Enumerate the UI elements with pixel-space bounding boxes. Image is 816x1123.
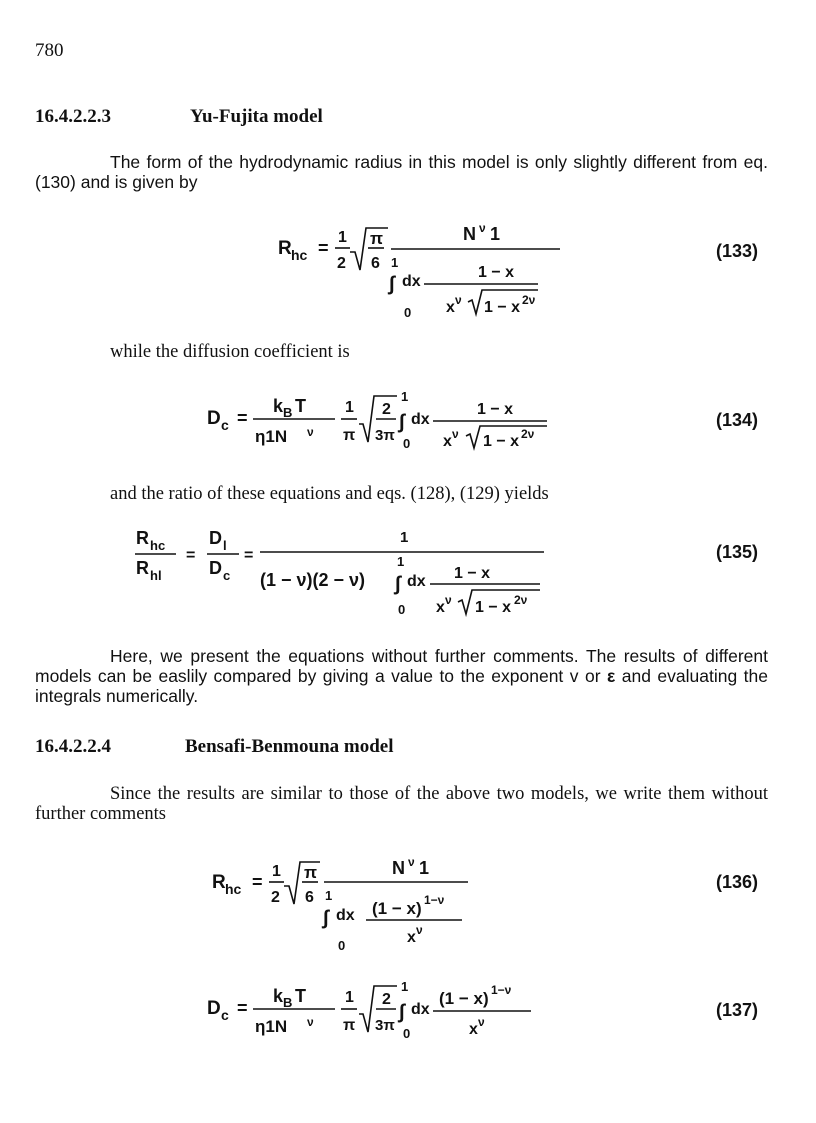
eq-symbol: 1 [345, 989, 354, 1006]
eq-symbol: 0 [398, 602, 406, 617]
eq-symbol: 1 [397, 554, 405, 569]
eq-symbol: x [443, 433, 452, 450]
eq-symbol: dx [407, 573, 426, 590]
eq-symbol: 3π [375, 1017, 395, 1034]
eq-symbol: T [295, 396, 306, 416]
eq-symbol: l [223, 538, 227, 553]
eq-symbol: dx [402, 273, 421, 290]
eq-symbol: π [304, 863, 318, 882]
eq-symbol: hl [150, 568, 162, 583]
paragraph-text: Here, we present the equations without further comments. The results of different models can be easlily compared by giving a value to the exponent v or [35, 646, 768, 686]
eq-symbol: 1 [325, 888, 333, 903]
eq-symbol: 1−ν [424, 893, 445, 907]
eq-symbol: D [209, 558, 222, 578]
eq-symbol: ν [479, 221, 486, 235]
eq-symbol: 0 [338, 938, 346, 953]
eq-symbol: = [244, 547, 254, 564]
eq-symbol: 1 − x [475, 599, 512, 616]
section-title: Yu-Fujita model [190, 106, 323, 127]
eq-symbol: dx [336, 907, 355, 924]
eq-symbol: k [273, 986, 284, 1006]
eq-symbol: c [223, 568, 231, 583]
integral-sign: ∫ [395, 573, 401, 595]
equation-number: (135) [716, 542, 759, 562]
eq-symbol: 3π [375, 427, 395, 444]
eq-symbol: dx [411, 1001, 430, 1018]
eq-symbol: ν [445, 593, 452, 607]
eq-symbol: ν [416, 923, 423, 937]
eq-symbol: 2ν [514, 593, 528, 607]
eq-symbol: = [186, 547, 196, 564]
eq-symbol: 1 − x [454, 565, 491, 582]
eq-symbol: c [221, 1007, 229, 1023]
eq-symbol: η1N [255, 427, 288, 446]
eq-symbol: x [446, 299, 455, 316]
eq-symbol: ν [307, 1015, 314, 1029]
eq-symbol: 2 [337, 255, 346, 272]
eq-symbol: D [207, 998, 221, 1019]
eq-symbol: = [252, 872, 263, 892]
integral-sign: ∫ [323, 907, 329, 929]
section-heading [35, 106, 323, 128]
equation-134 [207, 384, 567, 456]
equation-133 [278, 222, 578, 322]
eq-symbol: 1−ν [491, 983, 512, 997]
eq-symbol: ν [408, 855, 415, 869]
eq-symbol: 1 − x [477, 401, 514, 418]
eq-symbol: B [283, 995, 293, 1010]
eq-symbol: N [463, 224, 476, 244]
paragraph: Since the results are similar to those of the above two models, we write them without further comments [35, 784, 768, 824]
section-title: Bensafi-Benmouna model [185, 736, 394, 757]
eq-symbol: π [343, 427, 356, 444]
eq-symbol: x [407, 929, 416, 946]
eq-symbol: ν [452, 427, 459, 441]
eq-symbol: 1 − x [484, 299, 521, 316]
eq-symbol: (1 − x) [439, 989, 489, 1008]
eq-symbol: hc [291, 247, 308, 263]
epsilon-symbol: ε [606, 666, 616, 686]
eq-symbol: x [469, 1021, 478, 1038]
eq-symbol: hc [150, 538, 166, 553]
equation-135 [134, 524, 554, 624]
eq-symbol: T [295, 986, 306, 1006]
eq-symbol: 1 [401, 979, 409, 994]
eq-symbol: 2ν [521, 427, 535, 441]
eq-symbol: 1 − x [483, 433, 520, 450]
eq-symbol: 1 [490, 224, 501, 244]
eq-symbol: 2 [382, 401, 391, 418]
section-number: 16.4.2.2.3 [35, 106, 111, 127]
equation-number: (133) [716, 241, 759, 261]
eq-symbol: B [283, 405, 293, 420]
eq-symbol: 1 [391, 255, 399, 270]
eq-symbol: R [212, 872, 226, 893]
eq-symbol: = [237, 998, 248, 1018]
integral-sign: ∫ [399, 1001, 405, 1023]
eq-symbol: 2ν [522, 293, 536, 307]
eq-symbol: 1 − x [478, 264, 515, 281]
eq-symbol: 1 [419, 858, 430, 878]
eq-symbol: 6 [371, 255, 380, 272]
equation-number: (136) [716, 872, 759, 892]
eq-symbol: D [207, 408, 221, 429]
eq-symbol: R [136, 528, 149, 548]
equation-136 [212, 852, 492, 952]
equation-137 [207, 970, 547, 1042]
eq-symbol: R [278, 238, 292, 259]
page-number: 780 [35, 40, 64, 61]
eq-symbol: 1 [401, 389, 409, 404]
integral-sign: ∫ [389, 273, 395, 295]
section-heading [35, 736, 394, 758]
eq-symbol: D [209, 528, 222, 548]
eq-symbol: 0 [404, 305, 412, 320]
paragraph: while the diffusion coefficient is [110, 342, 350, 362]
eq-symbol: π [370, 229, 384, 248]
section-number: 16.4.2.2.4 [35, 736, 111, 757]
eq-symbol: (1 − x) [372, 899, 422, 918]
eq-symbol: 1 [272, 863, 281, 880]
eq-symbol: = [318, 238, 329, 258]
eq-symbol: 0 [403, 1026, 411, 1041]
eq-symbol: 1 [400, 529, 409, 546]
eq-symbol: 2 [271, 889, 280, 906]
eq-symbol: 6 [305, 889, 314, 906]
eq-symbol: k [273, 396, 284, 416]
eq-symbol: c [221, 417, 229, 433]
eq-symbol: (1 − ν)(2 − ν) [260, 570, 366, 590]
eq-symbol: 1 [345, 399, 354, 416]
eq-symbol: ν [455, 293, 462, 307]
integral-sign: ∫ [399, 411, 405, 433]
paragraph-text: and evaluating the integrals numerically. [35, 666, 768, 706]
eq-symbol: N [392, 858, 405, 878]
eq-symbol: η1N [255, 1017, 288, 1036]
eq-symbol: hc [225, 881, 242, 897]
paragraph: and the ratio of these equations and eqs. (128), (129) yields [110, 484, 549, 504]
equation-number: (134) [716, 410, 759, 430]
paragraph [35, 646, 768, 706]
paragraph: The form of the hydrodynamic radius in this model is only slightly different from eq. (130) and is given by [35, 152, 768, 192]
eq-symbol: 2 [382, 991, 391, 1008]
eq-symbol: π [343, 1017, 356, 1034]
eq-symbol: dx [411, 411, 430, 428]
eq-symbol: = [237, 408, 248, 428]
eq-symbol: R [136, 558, 149, 578]
equation-number: (137) [716, 1000, 759, 1020]
eq-symbol: x [436, 599, 445, 616]
eq-symbol: ν [478, 1015, 485, 1029]
eq-symbol: 0 [403, 436, 411, 451]
eq-symbol: ν [307, 425, 314, 439]
eq-symbol: 1 [338, 229, 347, 246]
